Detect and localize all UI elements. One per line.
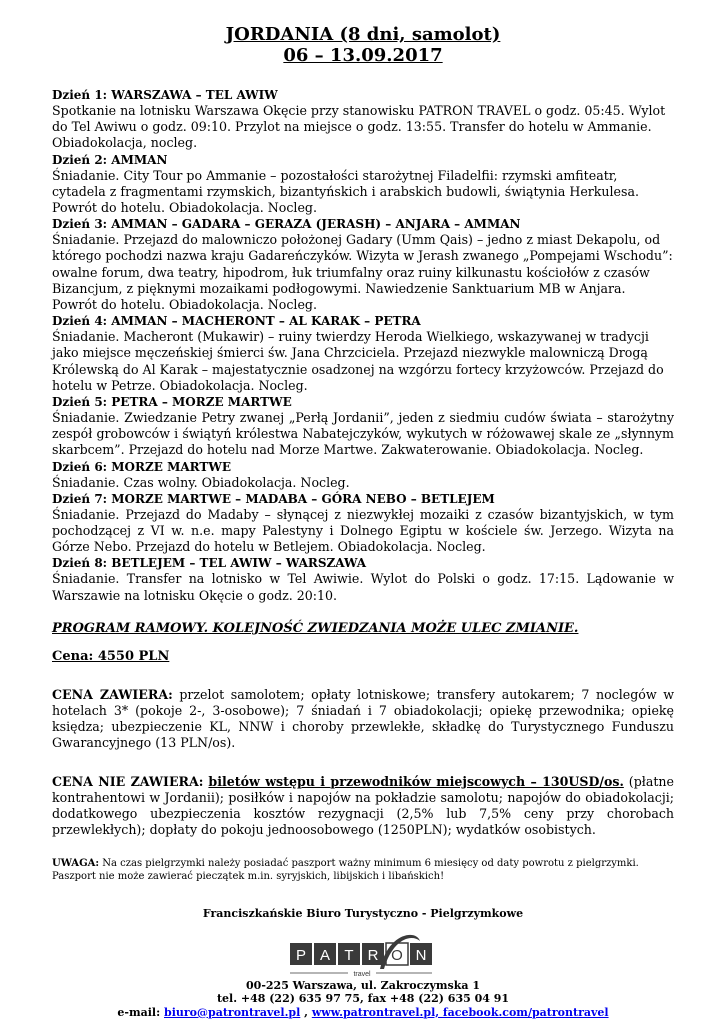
logo-letter: R bbox=[367, 946, 379, 964]
excludes-label: CENA NIE ZAWIERA: bbox=[52, 773, 204, 789]
price-includes bbox=[52, 687, 674, 752]
title-line-1: JORDANIA (8 dni, samolot) bbox=[225, 24, 501, 45]
price: Cena: 4550 PLN bbox=[52, 648, 170, 664]
day-heading: Dzień 1: WARSZAWA – TEL AWIW bbox=[52, 88, 278, 102]
price-excludes bbox=[52, 774, 674, 839]
footer bbox=[52, 907, 674, 1020]
warning-label: UWAGA: bbox=[52, 857, 100, 869]
day-text: Śniadanie. City Tour po Ammanie – pozostałości starożytnej Filadelfii: rzymski amfiteatr, cytadela z fragmentami rzymskich, bizantyńskich i arabskich budowli, świątynia Herkulesa. Powrót do hotelu. Obiadokolacja. Nocleg. bbox=[52, 167, 639, 216]
day-heading: Dzień 3: AMMAN – GADARA – GERAZA (JERASH) – ANJARA – AMMAN bbox=[52, 217, 521, 232]
link-separator: , bbox=[300, 1005, 312, 1019]
day-text: Śniadanie. Zwiedzanie Petry zwanej „Perłą Jordanii”, jeden z siedmiu cudów świata – starożytny zespół grobowców i świątyń królestwa Nabatejczyków, wykutych w różowawej skale ze „słynnym skarbcem”. Przejazd do hotelu nad Morze Martwe. Zakwaterowanie. Obiadokolacja. Nocleg. bbox=[52, 410, 674, 458]
day-text: Śniadanie. Czas wolny. Obiadokolacja. Nocleg. bbox=[52, 474, 350, 490]
day-text: Śniadanie. Przejazd do malowniczo położonej Gadary (Umm Qais) – jedno z miast Dekapolu, od którego pochodzi nazwa kraju Gadareńczyków. Wizyta w Jerash zwanego „Pompejami Wschodu”: owalne forum, dwa teatry, hipodrom, łuk triumfalny oraz ruiny kilkunastu kościołów z czasów Bizancjum, z pięknymi mozaikami podłogowymi. Nawiedzenie Sanktuarium MB w Anjara. Powrót do hotelu. Obiadokolacja. Nocleg. bbox=[52, 232, 673, 313]
office-name: Franciszkańskie Biuro Turystyczno - Pielgrzymkowe bbox=[202, 906, 524, 920]
logo-letter: N bbox=[415, 946, 427, 964]
logo-letter: A bbox=[319, 946, 331, 964]
document-title bbox=[52, 24, 674, 66]
day-text: Śniadanie. Transfer na lotnisko w Tel Awiwie. Wylot do Polski o godz. 17:15. Lądowanie w Warszawie na lotnisku Okęcie o godz. 20:10. bbox=[52, 571, 674, 603]
program-note: PROGRAM RAMOWY. KOLEJNOŚĆ ZWIEDZANIA MOŻE ULEC ZMIANIE. bbox=[52, 620, 579, 636]
title-line-2: 06 – 13.09.2017 bbox=[283, 45, 443, 66]
office-address: 00-225 Warszawa, ul. Zakroczymska 1 bbox=[246, 978, 480, 992]
day-heading: Dzień 8: BETLEJEM – TEL AWIW – WARSZAWA bbox=[52, 556, 367, 571]
office-phone: tel. +48 (22) 635 97 75, fax +48 (22) 635 04 91 bbox=[216, 992, 510, 1005]
includes-text: przelot samolotem; opłaty lotniskowe; transfery autokarem; 7 noclegów w hotelach 3* (pokoje 2-, 3-osobowe); 7 śniadań i 7 obiadokolacji; opiekę przewodnika; opiekę księdza; ubezpieczenie KL, NNW i choroby przewlekłe, składkę do Turystycznego Funduszu Gwarancyjnego (13 PLN/os). bbox=[52, 686, 674, 751]
logo-letter: T bbox=[344, 946, 354, 964]
day-heading: Dzień 4: AMMAN – MACHERONT – AL KARAK – PETRA bbox=[52, 314, 421, 329]
itinerary bbox=[52, 88, 674, 604]
day-heading: Dzień 2: AMMAN bbox=[52, 152, 168, 167]
day-text: Spotkanie na lotnisku Warszawa Okęcie przy stanowisku PATRON TRAVEL o godz. 05:45. Wylot do Tel Awiwu o godz. 09:10. Przylot na miejsce o godz. 13:55. Transfer do hotelu w Ammanie. Obiadokolacja, nocleg. bbox=[52, 103, 666, 151]
passport-warning bbox=[52, 857, 674, 883]
email-label: e-mail: bbox=[117, 1005, 164, 1019]
logo-letter: O bbox=[391, 946, 403, 964]
document-page bbox=[52, 24, 674, 1019]
email-link[interactable]: biuro@patrontravel.pl bbox=[164, 1005, 301, 1019]
day-text: Śniadanie. Macheront (Mukawir) – ruiny twierdzy Heroda Wielkiego, wskazywanej w tradycji jako miejsce męczeńskiej śmierci św. Jana Chrzciciela. Przejazd niezwykle malowniczą Drogą Królewską do Al Karak – majestatycznie osadzonej na wzgórzu fortecy krzyżowców. Przejazd do hotelu w Petrze. Obiadokolacja. Nocleg. bbox=[52, 329, 664, 393]
contact-line bbox=[52, 1006, 674, 1020]
excludes-underlined: biletów wstępu i przewodników miejscowych – 130USD/os. bbox=[208, 773, 624, 789]
patron-travel-logo bbox=[288, 929, 438, 979]
day-heading: Dzień 6: MORZE MARTWE bbox=[52, 459, 231, 474]
day-heading: Dzień 5: PETRA – MORZE MARTWE bbox=[52, 395, 292, 410]
includes-label: CENA ZAWIERA: bbox=[52, 686, 173, 702]
excludes-text: (płatne kontrahentowi w Jordanii); posiłków i napojów na pokładzie samolotu; napojów do obiadokolacji; dodatkowego ubezpieczenia kosztów rezygnacji (2,5% lub 7,5% ceny przy chorobach przewlekłych); dopłaty do pokoju jednoosobowego (1250PLN); wydatków osobistych. bbox=[52, 773, 674, 838]
warning-text: Na czas pielgrzymki należy posiadać paszport ważny minimum 6 miesięcy od daty powrotu z pielgrzymki. Paszport nie może zawierać pieczątek m.in. syryjskich, libijskich i libańskich! bbox=[52, 857, 639, 882]
website-links[interactable]: www.patrontravel.pl, facebook.com/patrontravel bbox=[311, 1005, 609, 1019]
day-heading: Dzień 7: MORZE MARTWE – MADABA – GÓRA NEBO – BETLEJEM bbox=[52, 491, 495, 506]
day-text: Śniadanie. Przejazd do Madaby – słynącej z niezwykłej mozaiki z czasów bizantyjskich, w tym pochodzącej z VI w. n.e. mapy Palestyny i Dolnego Egiptu w kościele św. Jerzego. Wizyta na Górze Nebo. Przejazd do hotelu w Betlejem. Obiadokolacja. Nocleg. bbox=[52, 506, 674, 555]
logo-letter: P bbox=[295, 946, 307, 964]
logo-boxes bbox=[290, 943, 432, 965]
logo-subtitle: travel bbox=[353, 970, 371, 978]
